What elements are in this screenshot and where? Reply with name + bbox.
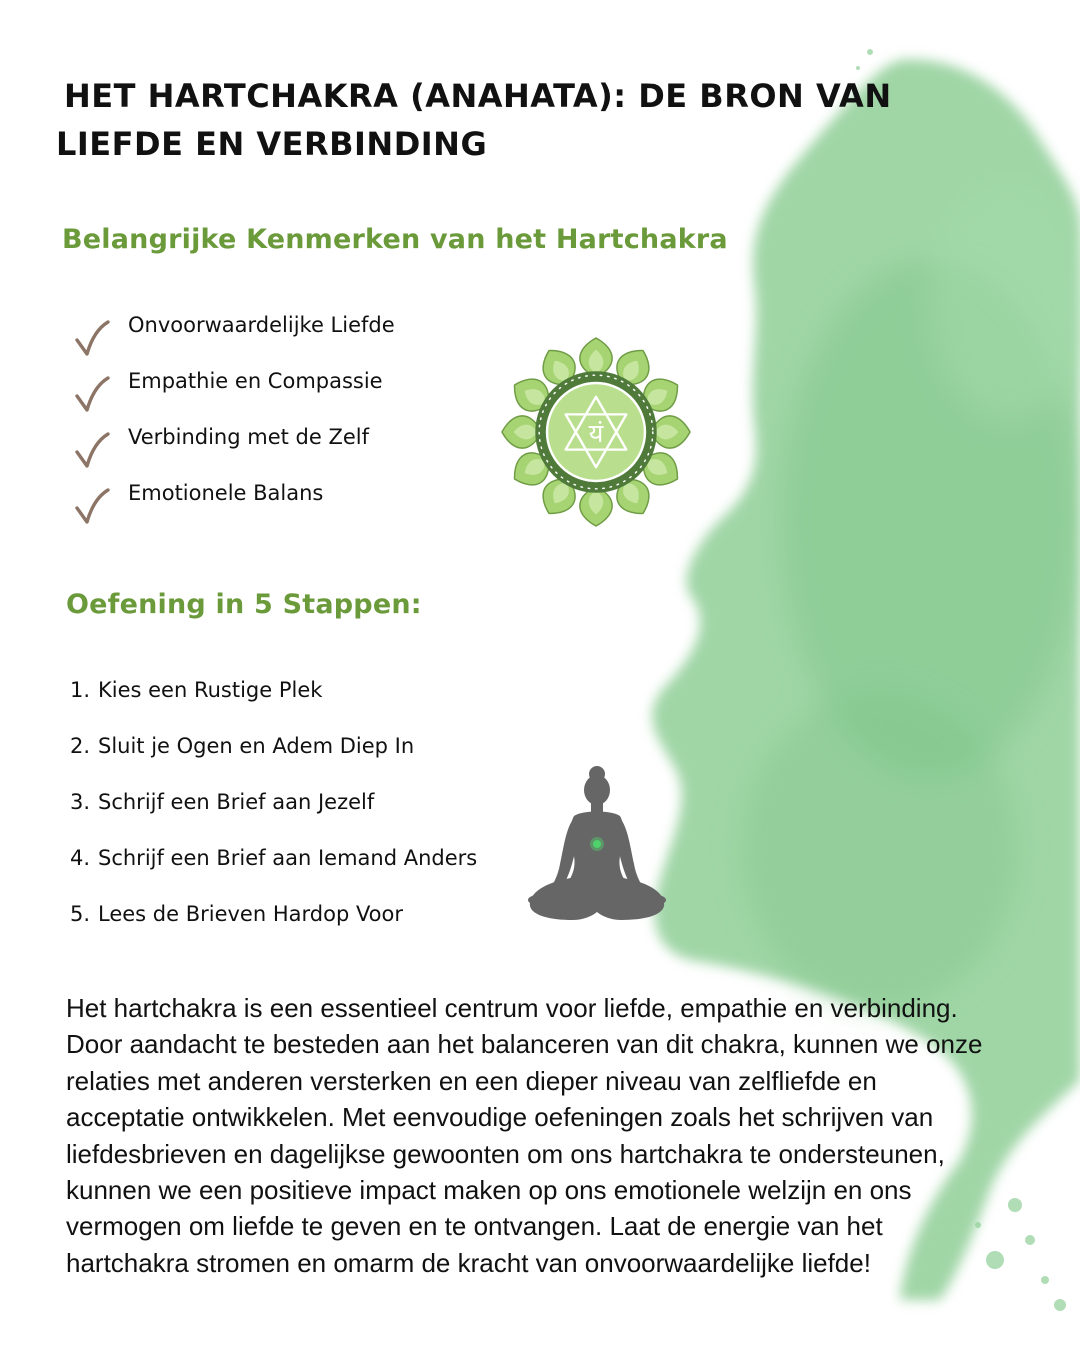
step-text: Schrijf een Brief aan Iemand Anders xyxy=(98,846,478,870)
step-item xyxy=(70,674,477,730)
step-number: 5. xyxy=(70,902,91,926)
feature-item xyxy=(74,478,395,534)
step-item xyxy=(70,786,477,842)
exercise-steps-list xyxy=(70,674,477,954)
step-item xyxy=(70,898,477,954)
page-title-line-1: HET HARTCHAKRA (ANAHATA): DE BRON VAN xyxy=(64,77,892,115)
checkmark-icon xyxy=(74,430,110,470)
feature-item-label: Onvoorwaardelijke Liefde xyxy=(128,313,395,337)
feature-item xyxy=(74,310,395,366)
step-item xyxy=(70,730,477,786)
summary-paragraph: Het hartchakra is een essentieel centrum voor liefde, empathie en verbinding. Door aandacht te besteden aan het balanceren van dit chakra, kunnen we onze relaties met anderen versterken en een dieper niveau van zelfliefde en acceptatie ontwikkelen. Met eenvoudige oefeningen zoals het schrijven van liefdesbrieven en dagelijkse gewoonten om ons hartchakra te ondersteunen, kunnen we een positieve impact maken op ons emotionele welzijn en ons vermogen om liefde te geven en te ontvangen. Laat de energie van het hartchakra stromen en omarm de kracht van onvoorwaardelijke liefde! xyxy=(66,993,983,1278)
meditation-figure-icon xyxy=(522,764,672,932)
feature-item-label: Verbinding met de Zelf xyxy=(128,425,369,449)
features-list xyxy=(74,310,395,534)
mandala-bija-glyph: यं xyxy=(588,418,604,449)
feature-item-label: Empathie en Compassie xyxy=(128,369,383,393)
step-number: 3. xyxy=(70,790,91,814)
step-text: Lees de Brieven Hardop Voor xyxy=(98,902,404,926)
step-number: 2. xyxy=(70,734,91,758)
step-number: 4. xyxy=(70,846,91,870)
feature-item xyxy=(74,366,395,422)
heart-chakra-mandala-icon xyxy=(498,336,694,528)
checkmark-icon xyxy=(74,374,110,414)
step-number: 1. xyxy=(70,678,91,702)
feature-item xyxy=(74,422,395,478)
step-text: Sluit je Ogen en Adem Diep In xyxy=(98,734,415,758)
page-title xyxy=(56,72,936,168)
page-title-line-2: LIEFDE EN VERBINDING xyxy=(56,125,488,163)
feature-item-label: Emotionele Balans xyxy=(128,481,324,505)
checkmark-icon xyxy=(74,318,110,358)
step-text: Kies een Rustige Plek xyxy=(98,678,323,702)
exercise-heading: Oefening in 5 Stappen: xyxy=(66,589,422,620)
step-text: Schrijf een Brief aan Jezelf xyxy=(98,790,375,814)
step-item xyxy=(70,842,477,898)
features-heading: Belangrijke Kenmerken van het Hartchakra xyxy=(62,224,728,255)
checkmark-icon xyxy=(74,486,110,526)
